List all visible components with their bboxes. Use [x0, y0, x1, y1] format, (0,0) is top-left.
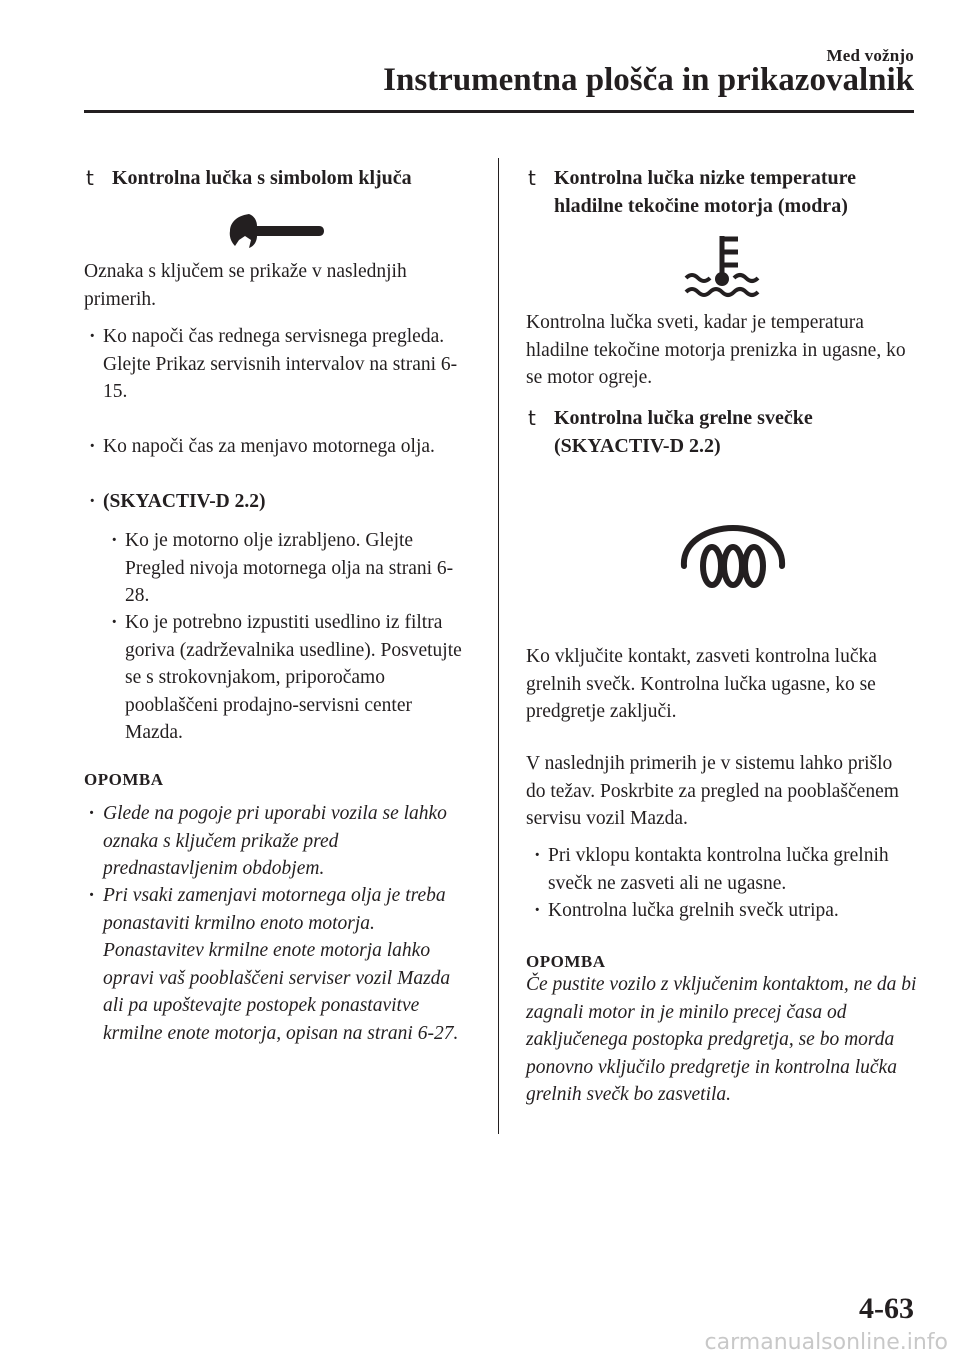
glow-plug-description: Ko vključite kontakt, zasveti kontrolna lučka grelnih svečk. Kontrolna lučka ugasne, ko se predgretje zaključi. [526, 646, 877, 722]
note-title: OPOMBA [84, 770, 164, 789]
sub-list-item: · Ko je potrebno izpustiti usedlino iz filtra goriva (zadrževalnika usedline). Posvetujte se s strokovnjakom, priporočamo pooblaščeni prodajno-servisni center Mazda. [125, 609, 471, 747]
list-item: · Ko napoči čas rednega servisnega pregleda. Glejte Prikaz servisnih intervalov na strani 6-15. [103, 323, 463, 406]
wrench-light-heading-text: Kontrolna lučka s simbolom ključa [112, 167, 412, 189]
coolant-description: Kontrolna lučka sveti, kadar je temperatura hladilne tekočine motorja prenizka in ugasne, ko se motor ogreje. [526, 312, 906, 388]
note-text: Če pustite vozilo z vključenim kontaktom, ne da bi zagnali motor in je minilo precej časa od zaključenega postopka predgretja, se bo morda ponovno vključilo predgretje in kontrolna lučka grelnih svečk bo zasvetila. [526, 974, 917, 1105]
glow-plug-heading [528, 404, 894, 460]
note-item: · Glede na pogoje pri uporabi vozila se lahko oznaka s ključem prikaže pred prednastavljenim obdobjem. [103, 800, 473, 883]
list-item: · Pri vklopu kontakta kontrolna lučka grelnih svečk ne zasveti ali ne ugasne. [548, 842, 916, 897]
list-item: · Kontrolna lučka grelnih svečk utripa. [548, 897, 916, 925]
glow-plug-heading-text: Kontrolna lučka grelne svečke (SKYACTIV-D 2.2) [554, 407, 813, 457]
glow-plug-fault-intro: V naslednjih primerih je v sistemu lahko prišlo do težav. Poskrbite za pregled na pooblaščenem servisu vozil Mazda. [526, 753, 899, 829]
wrench-intro: Oznaka s ključem se prikaže v naslednjih primerih. [84, 261, 407, 310]
section-marker: t [86, 166, 94, 190]
page-title: Instrumentna plošča in prikazovalnik [383, 62, 914, 98]
section-marker: t [528, 406, 536, 430]
coolant-light-heading-text: Kontrolna lučka nizke temperature hladilne tekočine motorja (modra) [554, 167, 857, 217]
site-watermark-link[interactable]: carmanualsonline.info [704, 1330, 948, 1355]
list-item: · (SKYACTIV-D 2.2) [103, 488, 463, 516]
section-marker: t [528, 166, 536, 190]
note-item: · Pri vsaki zamenjavi motornega olja je treba ponastaviti krmilno enoto motorja. Ponastavitev krmilne enote motorja lahko opravi vaš pooblaščeni serviser vozil Mazda ali pa upoštevajte postopek ponastavitve krmilne enote motorja, opisan na strani 6-27. [103, 882, 475, 1047]
coolant-light-heading [528, 164, 924, 220]
list-item: · Ko napoči čas za menjavo motornega olja. [103, 433, 463, 461]
column-divider [498, 158, 499, 1134]
section-label: Med vožnjo [826, 46, 914, 65]
coolant-temperature-icon [682, 234, 764, 302]
header-rule [84, 110, 914, 113]
note-title: OPOMBA [526, 952, 606, 971]
wrench-light-heading [86, 164, 482, 192]
wrench-icon [227, 206, 327, 252]
page-number: 4-63 [859, 1292, 914, 1325]
sub-list-item: · Ko je motorno olje izrabljeno. Glejte Pregled nivoja motornega olja na strani 6-28. [125, 527, 471, 610]
glow-plug-icon [678, 524, 788, 590]
